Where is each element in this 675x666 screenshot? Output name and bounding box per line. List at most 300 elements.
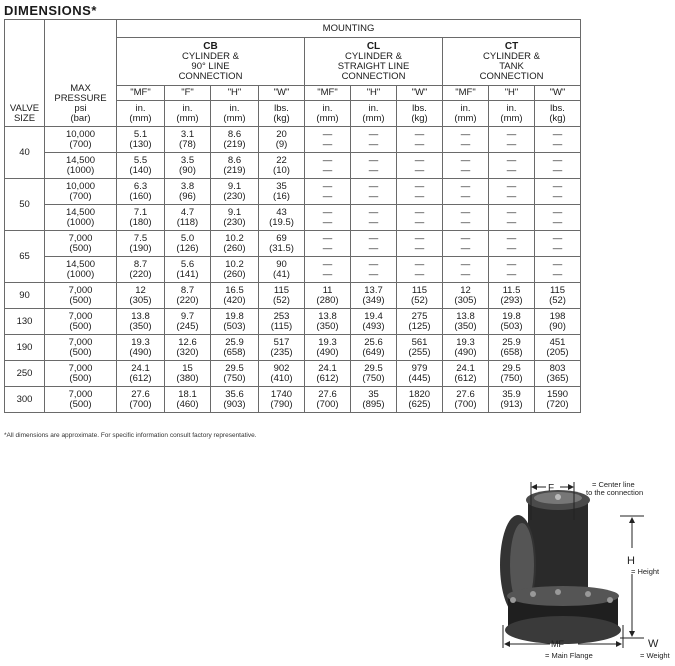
dimension-cell [351, 309, 397, 335]
dimension-value: (700) [129, 398, 152, 410]
pressure-value: 7,000 [68, 362, 93, 374]
unit-label: (mm) [500, 112, 523, 124]
group-ct-header [443, 38, 581, 86]
dimension-value: 12 [460, 284, 471, 296]
dimension-cell [351, 153, 397, 179]
dimension-value: — [414, 128, 425, 140]
dimension-cell [211, 361, 259, 387]
dimension-cell [397, 335, 443, 361]
group-ct-line-3: CONNECTION [479, 70, 544, 82]
dimension-value: — [368, 154, 379, 166]
dimension-value: 5.5 [133, 154, 148, 166]
unit-header-2 [211, 101, 259, 127]
pressure-value: (700) [69, 138, 92, 150]
dimension-cell [211, 127, 259, 153]
max-pressure-label-1: MAX [70, 83, 91, 94]
dimension-cell [305, 127, 351, 153]
dimension-value: — [368, 180, 379, 192]
dimension-value: (612) [454, 372, 477, 384]
dimension-cell [443, 231, 489, 257]
dimension-value: 902 [273, 362, 290, 374]
unit-label: lbs. [550, 102, 565, 114]
dimension-cell [397, 127, 443, 153]
dim-mf-label: MF [551, 639, 564, 649]
dimension-value: 13.7 [364, 284, 383, 296]
dimension-value: 10.2 [225, 258, 244, 270]
dimension-cell [535, 205, 581, 231]
dimension-value: 18.1 [178, 388, 197, 400]
dimension-cell [443, 361, 489, 387]
valve-size-cell: 250 [5, 361, 45, 387]
group-cb-line-3: CONNECTION [178, 70, 243, 82]
dimension-value: — [322, 232, 333, 244]
unit-header-0 [117, 101, 165, 127]
dimension-cell [165, 231, 211, 257]
dimension-value: (125) [408, 320, 431, 332]
pressure-value: (1000) [66, 164, 95, 176]
unit-label: in. [322, 102, 333, 114]
dimension-value: — [414, 216, 425, 228]
dimension-value: (230) [223, 190, 246, 202]
dimension-value: 3.8 [180, 180, 195, 192]
group-cl-line-2: STRAIGHT LINE [337, 60, 410, 72]
dimension-cell [211, 153, 259, 179]
group-cb-header [117, 38, 305, 86]
dimension-value: 35.9 [502, 388, 521, 400]
dimension-value: — [414, 180, 425, 192]
dimension-value: (190) [129, 242, 152, 254]
dimension-value: (260) [223, 242, 246, 254]
dimension-value: 19.4 [364, 310, 383, 322]
dimension-value: (625) [408, 398, 431, 410]
dimension-cell [259, 335, 305, 361]
dimension-value: 8.7 [180, 284, 195, 296]
group-cl-code: CL [366, 40, 381, 52]
pressure-cell [45, 361, 117, 387]
dimension-cell [351, 127, 397, 153]
dimension-cell [305, 283, 351, 309]
dimension-value: — [506, 242, 517, 254]
dimension-cell [535, 153, 581, 179]
dimension-value: — [460, 258, 471, 270]
dimension-value: — [460, 164, 471, 176]
valve-size-cell: 90 [5, 283, 45, 309]
dimension-value: — [552, 190, 563, 202]
dimension-value: 69 [276, 232, 287, 244]
unit-header-7 [443, 101, 489, 127]
pressure-value: (1000) [66, 216, 95, 228]
dimension-cell [259, 361, 305, 387]
unit-label: (mm) [129, 112, 152, 124]
dimension-value: — [368, 268, 379, 280]
dimension-cell [535, 283, 581, 309]
column-header-5: "H" [351, 86, 397, 101]
table-row [5, 283, 581, 309]
dimension-cell [489, 231, 535, 257]
pressure-value: 7,000 [68, 284, 93, 296]
dimension-cell [443, 283, 489, 309]
dimension-value: — [460, 128, 471, 140]
valve-size-label-2: SIZE [13, 113, 36, 124]
dimension-cell [489, 205, 535, 231]
column-header-8: "H" [489, 86, 535, 101]
dimension-value: (305) [129, 294, 152, 306]
dimensions-table [4, 19, 581, 413]
dimension-value: (895) [362, 398, 385, 410]
dimension-value: 517 [273, 336, 290, 348]
dimension-value: 803 [549, 362, 566, 374]
dimension-value: 35 [368, 388, 379, 400]
dimension-value: (493) [362, 320, 385, 332]
dimension-cell [397, 361, 443, 387]
dimension-cell [305, 231, 351, 257]
unit-header-3 [259, 101, 305, 127]
dimension-cell [535, 179, 581, 205]
dimension-value: — [506, 258, 517, 270]
dimension-value: (219) [223, 164, 246, 176]
dimension-value: (52) [549, 294, 566, 306]
dimension-value: 16.5 [225, 284, 244, 296]
dimension-value: 979 [411, 362, 428, 374]
dimension-value: (349) [362, 294, 385, 306]
dimension-value: (245) [176, 320, 199, 332]
dimension-cell [211, 335, 259, 361]
dimension-value: (230) [223, 216, 246, 228]
unit-label: (mm) [454, 112, 477, 124]
dimension-value: 13.8 [131, 310, 150, 322]
dimension-cell [535, 335, 581, 361]
dimension-value: (19.5) [269, 216, 294, 228]
dimension-value: — [368, 258, 379, 270]
table-row [5, 231, 581, 257]
dimension-cell [165, 283, 211, 309]
dimension-value: (280) [316, 294, 339, 306]
dimension-value: (750) [500, 372, 523, 384]
dimension-value: (96) [179, 190, 196, 202]
dimension-cell [443, 387, 489, 413]
column-header-7: "MF" [443, 86, 489, 101]
dimension-cell [351, 387, 397, 413]
unit-label: (mm) [223, 112, 246, 124]
pressure-cell [45, 309, 117, 335]
dimension-cell [165, 361, 211, 387]
dimension-value: (750) [223, 372, 246, 384]
pressure-value: (500) [69, 398, 92, 410]
dimension-value: 25.9 [225, 336, 244, 348]
dimension-value: (700) [454, 398, 477, 410]
dimension-cell [351, 179, 397, 205]
weight-note: = Weight [640, 651, 670, 660]
dimension-cell [397, 387, 443, 413]
dimension-cell [535, 387, 581, 413]
unit-label: (mm) [176, 112, 199, 124]
dimension-value: (130) [129, 138, 152, 150]
dimension-value: 115 [549, 284, 566, 296]
dimension-value: (658) [223, 346, 246, 358]
dimension-value: (52) [411, 294, 428, 306]
dimension-value: — [552, 242, 563, 254]
height-note: = Height [631, 567, 660, 576]
dimension-cell [259, 283, 305, 309]
dimension-value: (160) [129, 190, 152, 202]
dimension-value: 1820 [408, 388, 431, 400]
unit-label: in. [460, 102, 471, 114]
dimension-value: 1590 [546, 388, 569, 400]
dimension-value: — [322, 216, 333, 228]
dimension-cell [117, 127, 165, 153]
dimension-value: 24.1 [456, 362, 475, 374]
pressure-cell [45, 179, 117, 205]
dimension-value: (126) [176, 242, 199, 254]
dimension-value: 19.3 [456, 336, 475, 348]
dimension-cell [489, 153, 535, 179]
pressure-cell [45, 231, 117, 257]
pressure-value: 7,000 [68, 310, 93, 322]
dimension-value: 24.1 [318, 362, 337, 374]
dimension-cell [489, 309, 535, 335]
dimension-value: (293) [500, 294, 523, 306]
valve-size-cell: 130 [5, 309, 45, 335]
dimension-value: 9.7 [180, 310, 195, 322]
unit-label: (kg) [273, 112, 290, 124]
dimension-value: 90 [276, 258, 287, 270]
unit-header-1 [165, 101, 211, 127]
dimension-cell [165, 153, 211, 179]
dimension-cell [305, 257, 351, 283]
pressure-value: 10,000 [65, 128, 96, 140]
dimension-value: (612) [129, 372, 152, 384]
dimension-cell [535, 231, 581, 257]
unit-label: lbs. [274, 102, 289, 114]
group-ct-line-1: CYLINDER & [483, 50, 541, 62]
dimension-value: (649) [362, 346, 385, 358]
dimension-value: (52) [273, 294, 290, 306]
unit-header-6 [397, 101, 443, 127]
dimension-cell [259, 309, 305, 335]
dimension-value: — [552, 128, 563, 140]
pressure-cell [45, 257, 117, 283]
dimension-value: 8.6 [227, 154, 242, 166]
pressure-value: 14,500 [65, 258, 96, 270]
dimension-value: 1740 [270, 388, 293, 400]
dimension-value: 13.8 [318, 310, 337, 322]
dimension-cell [305, 387, 351, 413]
dimension-value: — [322, 242, 333, 254]
dimension-value: (320) [176, 346, 199, 358]
unit-label: in. [506, 102, 517, 114]
dimension-value: (490) [129, 346, 152, 358]
dimension-value: (720) [546, 398, 569, 410]
dimension-value: — [368, 190, 379, 202]
dimension-value: — [506, 128, 517, 140]
dimension-value: 35.6 [225, 388, 244, 400]
dimension-value: 22 [276, 154, 287, 166]
pressure-value: 7,000 [68, 232, 93, 244]
dimension-value: — [552, 154, 563, 166]
dimension-value: 5.0 [180, 232, 195, 244]
table-row [5, 361, 581, 387]
dimension-cell [489, 283, 535, 309]
dimension-cell [211, 179, 259, 205]
dimension-cell [165, 127, 211, 153]
dimension-value: (790) [270, 398, 293, 410]
dimension-cell [211, 231, 259, 257]
pressure-value: 7,000 [68, 336, 93, 348]
dimension-value: 9.1 [227, 180, 242, 192]
pressure-value: 7,000 [68, 388, 93, 400]
dimension-value: — [368, 242, 379, 254]
dimension-value: (31.5) [269, 242, 294, 254]
dimension-value: — [414, 232, 425, 244]
pressure-value: (500) [69, 346, 92, 358]
dimension-value: 11.5 [502, 284, 521, 296]
dimension-cell [211, 309, 259, 335]
group-cl-line-3: CONNECTION [341, 70, 406, 82]
dimension-value: 451 [549, 336, 566, 348]
dimension-value: (9) [275, 138, 288, 150]
dimension-cell [259, 179, 305, 205]
dimension-cell [259, 127, 305, 153]
dimension-value: (503) [223, 320, 246, 332]
dimension-value: (380) [176, 372, 199, 384]
dimension-value: 29.5 [364, 362, 383, 374]
dimension-value: — [322, 206, 333, 218]
column-header-4: "MF" [305, 86, 351, 101]
pressure-cell [45, 283, 117, 309]
dimension-value: 29.5 [225, 362, 244, 374]
dimension-cell [535, 361, 581, 387]
dimension-value: — [506, 232, 517, 244]
table-row [5, 387, 581, 413]
unit-label: (kg) [549, 112, 566, 124]
unit-label: in. [135, 102, 146, 114]
page-title: DIMENSIONS* [4, 3, 97, 18]
dimension-value: — [460, 268, 471, 280]
dimension-cell [397, 205, 443, 231]
dimension-cell [397, 283, 443, 309]
dimension-value: — [506, 190, 517, 202]
unit-label: in. [182, 102, 193, 114]
dimension-value: — [414, 164, 425, 176]
dimension-value: — [322, 154, 333, 166]
dimension-cell [305, 205, 351, 231]
dimension-value: (180) [129, 216, 152, 228]
pressure-value: (1000) [66, 268, 95, 280]
dimension-value: 19.3 [318, 336, 337, 348]
dimension-cell [351, 257, 397, 283]
valve-size-header [5, 20, 45, 127]
dimension-cell [259, 387, 305, 413]
group-ct-line-2: TANK [499, 60, 524, 72]
dimension-cell [117, 335, 165, 361]
dimension-value: (16) [273, 190, 290, 202]
column-header-3: "W" [259, 86, 305, 101]
dim-f-label: F [548, 483, 555, 494]
dimension-cell [117, 283, 165, 309]
dimension-value: — [506, 268, 517, 280]
dimension-value: — [368, 206, 379, 218]
dimension-value: 19.8 [225, 310, 244, 322]
dimension-value: (118) [176, 216, 199, 228]
dimension-value: 3.1 [180, 128, 195, 140]
dimension-cell [117, 387, 165, 413]
pressure-cell [45, 387, 117, 413]
dimension-value: (503) [500, 320, 523, 332]
dimension-value: 20 [276, 128, 287, 140]
dimension-cell [305, 179, 351, 205]
dimension-value: 9.1 [227, 206, 242, 218]
dimension-cell [535, 127, 581, 153]
dimension-value: (41) [273, 268, 290, 280]
center-line-note-1: = Center line [592, 480, 635, 489]
dimension-value: — [414, 258, 425, 270]
group-cl-line-1: CYLINDER & [344, 50, 402, 62]
dimension-value: (903) [223, 398, 246, 410]
dimension-cell [443, 309, 489, 335]
dimension-value: (141) [176, 268, 199, 280]
dimension-cell [165, 179, 211, 205]
dimension-value: — [460, 206, 471, 218]
dimension-value: 13.8 [456, 310, 475, 322]
dimension-cell [117, 179, 165, 205]
table-row [5, 335, 581, 361]
dimension-value: — [322, 128, 333, 140]
dimension-value: — [506, 206, 517, 218]
dimension-value: — [552, 258, 563, 270]
table-row [5, 257, 581, 283]
main-flange-note: = Main Flange [545, 651, 593, 660]
dimension-cell [397, 257, 443, 283]
dimension-cell [489, 387, 535, 413]
dimension-value: 198 [549, 310, 566, 322]
dimension-cell [117, 361, 165, 387]
pressure-value: 10,000 [65, 180, 96, 192]
dimension-cell [443, 257, 489, 283]
dimension-value: — [506, 138, 517, 150]
group-cb-code: CB [203, 40, 218, 52]
dimension-value: 19.8 [502, 310, 521, 322]
unit-label: (mm) [316, 112, 339, 124]
dimension-cell [535, 309, 581, 335]
dimension-value: — [460, 138, 471, 150]
dimension-value: — [368, 232, 379, 244]
dimension-value: — [368, 138, 379, 150]
group-ct-code: CT [504, 40, 519, 52]
pressure-cell [45, 205, 117, 231]
dimension-value: 27.6 [318, 388, 337, 400]
dimension-value: 43 [276, 206, 287, 218]
dimension-value: 25.9 [502, 336, 521, 348]
dimension-value: (140) [129, 164, 152, 176]
center-line-note-2: to the connection [586, 488, 644, 497]
dimension-value: (420) [223, 294, 246, 306]
dimension-cell [351, 335, 397, 361]
dimension-cell [397, 231, 443, 257]
dimension-value: 4.7 [180, 206, 195, 218]
dimension-value: 275 [411, 310, 428, 322]
dimension-value: 8.6 [227, 128, 242, 140]
column-header-6: "W" [397, 86, 443, 101]
pressure-cell [45, 153, 117, 179]
column-header-2: "H" [211, 86, 259, 101]
column-header-1: "F" [165, 86, 211, 101]
dimension-cell [351, 231, 397, 257]
dimension-value: (115) [270, 320, 293, 332]
dimension-cell [489, 257, 535, 283]
max-pressure-label-2: PRESSURE [54, 93, 107, 104]
dimension-cell [351, 361, 397, 387]
dimension-cell [211, 257, 259, 283]
